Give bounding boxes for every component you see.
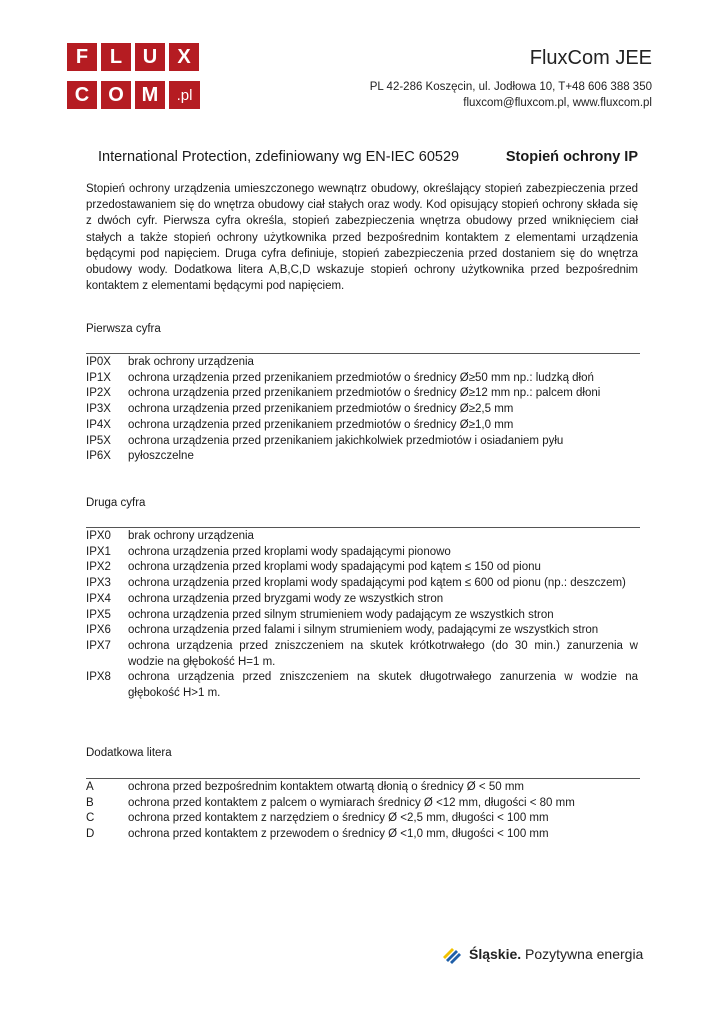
second-digit-row	[86, 639, 638, 670]
extra-letter-heading: Dodatkowa litera	[86, 747, 172, 759]
company-address: PL 42-286 Koszęcin, ul. Jodłowa 10, T+48 606 388 350	[369, 81, 652, 93]
second-digit-code: IPX0	[86, 530, 111, 542]
first-digit-description: brak ochrony urządzenia	[128, 356, 254, 368]
extra-letter-row	[86, 780, 638, 796]
second-digit-description: ochrona urządzenia przed zniszczeniem na skutek krótkotrwałego (do 30 min.) zanurzenia w wodzie na głębokość H=1 m.	[128, 639, 638, 668]
extra-letter-description: ochrona przed bezpośrednim kontaktem otwartą dłonią o średnicy Ø < 50 mm	[128, 781, 524, 793]
first-digit-code: IP5X	[86, 434, 111, 447]
second-digit-row	[86, 560, 638, 576]
first-digit-row	[86, 355, 638, 371]
footer-brand: Śląskie.	[469, 946, 522, 962]
company-name: FluxCom JEE	[529, 47, 652, 69]
first-digit-code: IP2X	[86, 387, 111, 400]
slaskie-logo-icon	[441, 943, 463, 965]
second-digit-row	[86, 608, 638, 624]
logo-letter: C	[67, 81, 97, 109]
second-digit-code: IPX4	[86, 592, 111, 605]
first-digit-code: IP3X	[86, 403, 111, 416]
second-digit-code: IPX2	[86, 561, 111, 574]
footer-slogan: Pozytywna energia	[521, 946, 644, 962]
logo-letter: X	[169, 43, 199, 71]
company-header	[370, 45, 652, 111]
second-digit-description: ochrona urządzenia przed bryzgami wody ze wszystkich stron	[128, 592, 444, 605]
second-digit-code: IPX6	[86, 624, 111, 637]
footer-slaskie	[441, 942, 643, 966]
logo-letter: U	[135, 43, 165, 71]
first-digit-description: ochrona urządzenia przed przenikaniem przedmiotów o średnicy Ø≥50 mm np.: ludzką dłoń	[128, 371, 594, 384]
first-digit-row	[86, 371, 638, 387]
extra-letter-code: A	[86, 781, 94, 793]
extra-letter-description: ochrona przed kontaktem z przewodem o średnicy Ø <1,0 mm, długości < 100 mm	[128, 828, 549, 841]
intro-paragraph: Stopień ochrony urządzenia umieszczonego wewnątrz obudowy, określający stopień zabezpieczenia przed przedostawaniem się do wnętrza obudowy ciał stałych oraz wody. Kod opisujący stopień ochrony składa się z dwóch cyfr. Pierwsza cyfra określa, stopień zabezpieczenia wnętrza obudowy przed wniknięciem ciał stałych a także stopień ochrony użytkownika przed bezpośrednim kontaktem z elementami urządzenia będącymi pod napięciem. Druga cyfra definiuje, stopień zabezpieczenia przed dostaniem się do wnętrza obudowy wody. Dodatkowa litera A,B,C,D wskazuje stopień ochrony użytkownika przed bezpośrednim kontaktem z elementami będącymi pod napięciem.	[86, 183, 638, 293]
second-digit-description: ochrona urządzenia przed kroplami wody spadającymi pod kątem ≤ 600 od pionu (np.: deszczem)	[128, 577, 626, 590]
logo-letter: F	[67, 43, 97, 71]
first-digit-row	[86, 402, 638, 418]
second-digit-description: ochrona urządzenia przed zniszczeniem na skutek długotrwałego zanurzenia w wodzie na głębokość H>1 m.	[128, 671, 638, 700]
second-digit-description: brak ochrony urządzenia	[128, 530, 254, 542]
second-digit-row	[86, 545, 638, 561]
second-digit-heading: Druga cyfra	[86, 497, 146, 509]
first-digit-list	[86, 355, 638, 465]
first-digit-row	[86, 449, 638, 465]
title-topic: Stopień ochrony IP	[505, 149, 638, 165]
first-digit-code: IP0X	[86, 356, 111, 368]
extra-letter-code: D	[86, 828, 95, 841]
first-digit-row	[86, 434, 638, 450]
first-digit-rule	[86, 353, 640, 354]
extra-letter-code: C	[86, 812, 95, 825]
second-digit-row	[86, 623, 638, 639]
second-digit-code: IPX8	[86, 671, 111, 684]
second-digit-row	[86, 670, 638, 701]
second-digit-code: IPX7	[86, 639, 111, 652]
extra-letter-row	[86, 827, 638, 843]
logo-suffix: .pl	[169, 81, 200, 109]
second-digit-code: IPX1	[86, 545, 111, 558]
fluxcom-logo	[67, 43, 203, 109]
extra-letter-row	[86, 796, 638, 812]
first-digit-description: ochrona urządzenia przed przenikaniem przedmiotów o średnicy Ø≥1,0 mm	[128, 418, 514, 431]
second-digit-rule	[86, 527, 640, 528]
first-digit-description: ochrona urządzenia przed przenikaniem przedmiotów o średnicy Ø≥2,5 mm	[128, 403, 514, 416]
second-digit-description: ochrona urządzenia przed kroplami wody spadającymi pod kątem ≤ 150 od pionu	[128, 561, 541, 574]
extra-letter-list	[86, 780, 638, 843]
first-digit-description: ochrona urządzenia przed przenikaniem przedmiotów o średnicy Ø≥12 mm np.: palcem dłoni	[128, 387, 601, 400]
extra-letter-rule	[86, 778, 640, 779]
second-digit-description: ochrona urządzenia przed silnym strumieniem wody padającym ze wszystkich stron	[128, 608, 554, 621]
extra-letter-row	[86, 811, 638, 827]
second-digit-row	[86, 592, 638, 608]
first-digit-code: IP6X	[86, 450, 111, 463]
first-digit-heading: Pierwsza cyfra	[86, 323, 161, 335]
logo-letter: L	[101, 43, 131, 71]
company-contact: fluxcom@fluxcom.pl, www.fluxcom.pl	[463, 97, 652, 109]
first-digit-code: IP4X	[86, 418, 111, 431]
document-title	[98, 148, 638, 166]
second-digit-description: ochrona urządzenia przed falami i silnym strumieniem wody, padającymi ze wszystkich stron	[128, 624, 599, 637]
footer-text	[469, 946, 643, 962]
first-digit-row	[86, 418, 638, 434]
second-digit-description: ochrona urządzenia przed kroplami wody spadającymi pionowo	[128, 545, 451, 558]
first-digit-description: pyłoszczelne	[128, 450, 194, 463]
second-digit-list	[86, 529, 638, 702]
second-digit-row	[86, 529, 638, 545]
first-digit-code: IP1X	[86, 371, 111, 384]
extra-letter-description: ochrona przed kontaktem z narzędziem o średnicy Ø <2,5 mm, długości < 100 mm	[128, 812, 549, 825]
extra-letter-description: ochrona przed kontaktem z palcem o wymiarach średnicy Ø <12 mm, długości < 80 mm	[128, 796, 575, 809]
second-digit-code: IPX3	[86, 577, 111, 590]
extra-letter-code: B	[86, 796, 94, 809]
logo-letter: M	[135, 81, 165, 109]
logo-letter: O	[101, 81, 131, 109]
second-digit-row	[86, 576, 638, 592]
first-digit-description: ochrona urządzenia przed przenikaniem jakichkolwiek przedmiotów i osiadaniem pyłu	[128, 434, 564, 447]
first-digit-row	[86, 386, 638, 402]
title-standard: International Protection, zdefiniowany wg EN-IEC 60529	[98, 149, 460, 165]
second-digit-code: IPX5	[86, 608, 111, 621]
